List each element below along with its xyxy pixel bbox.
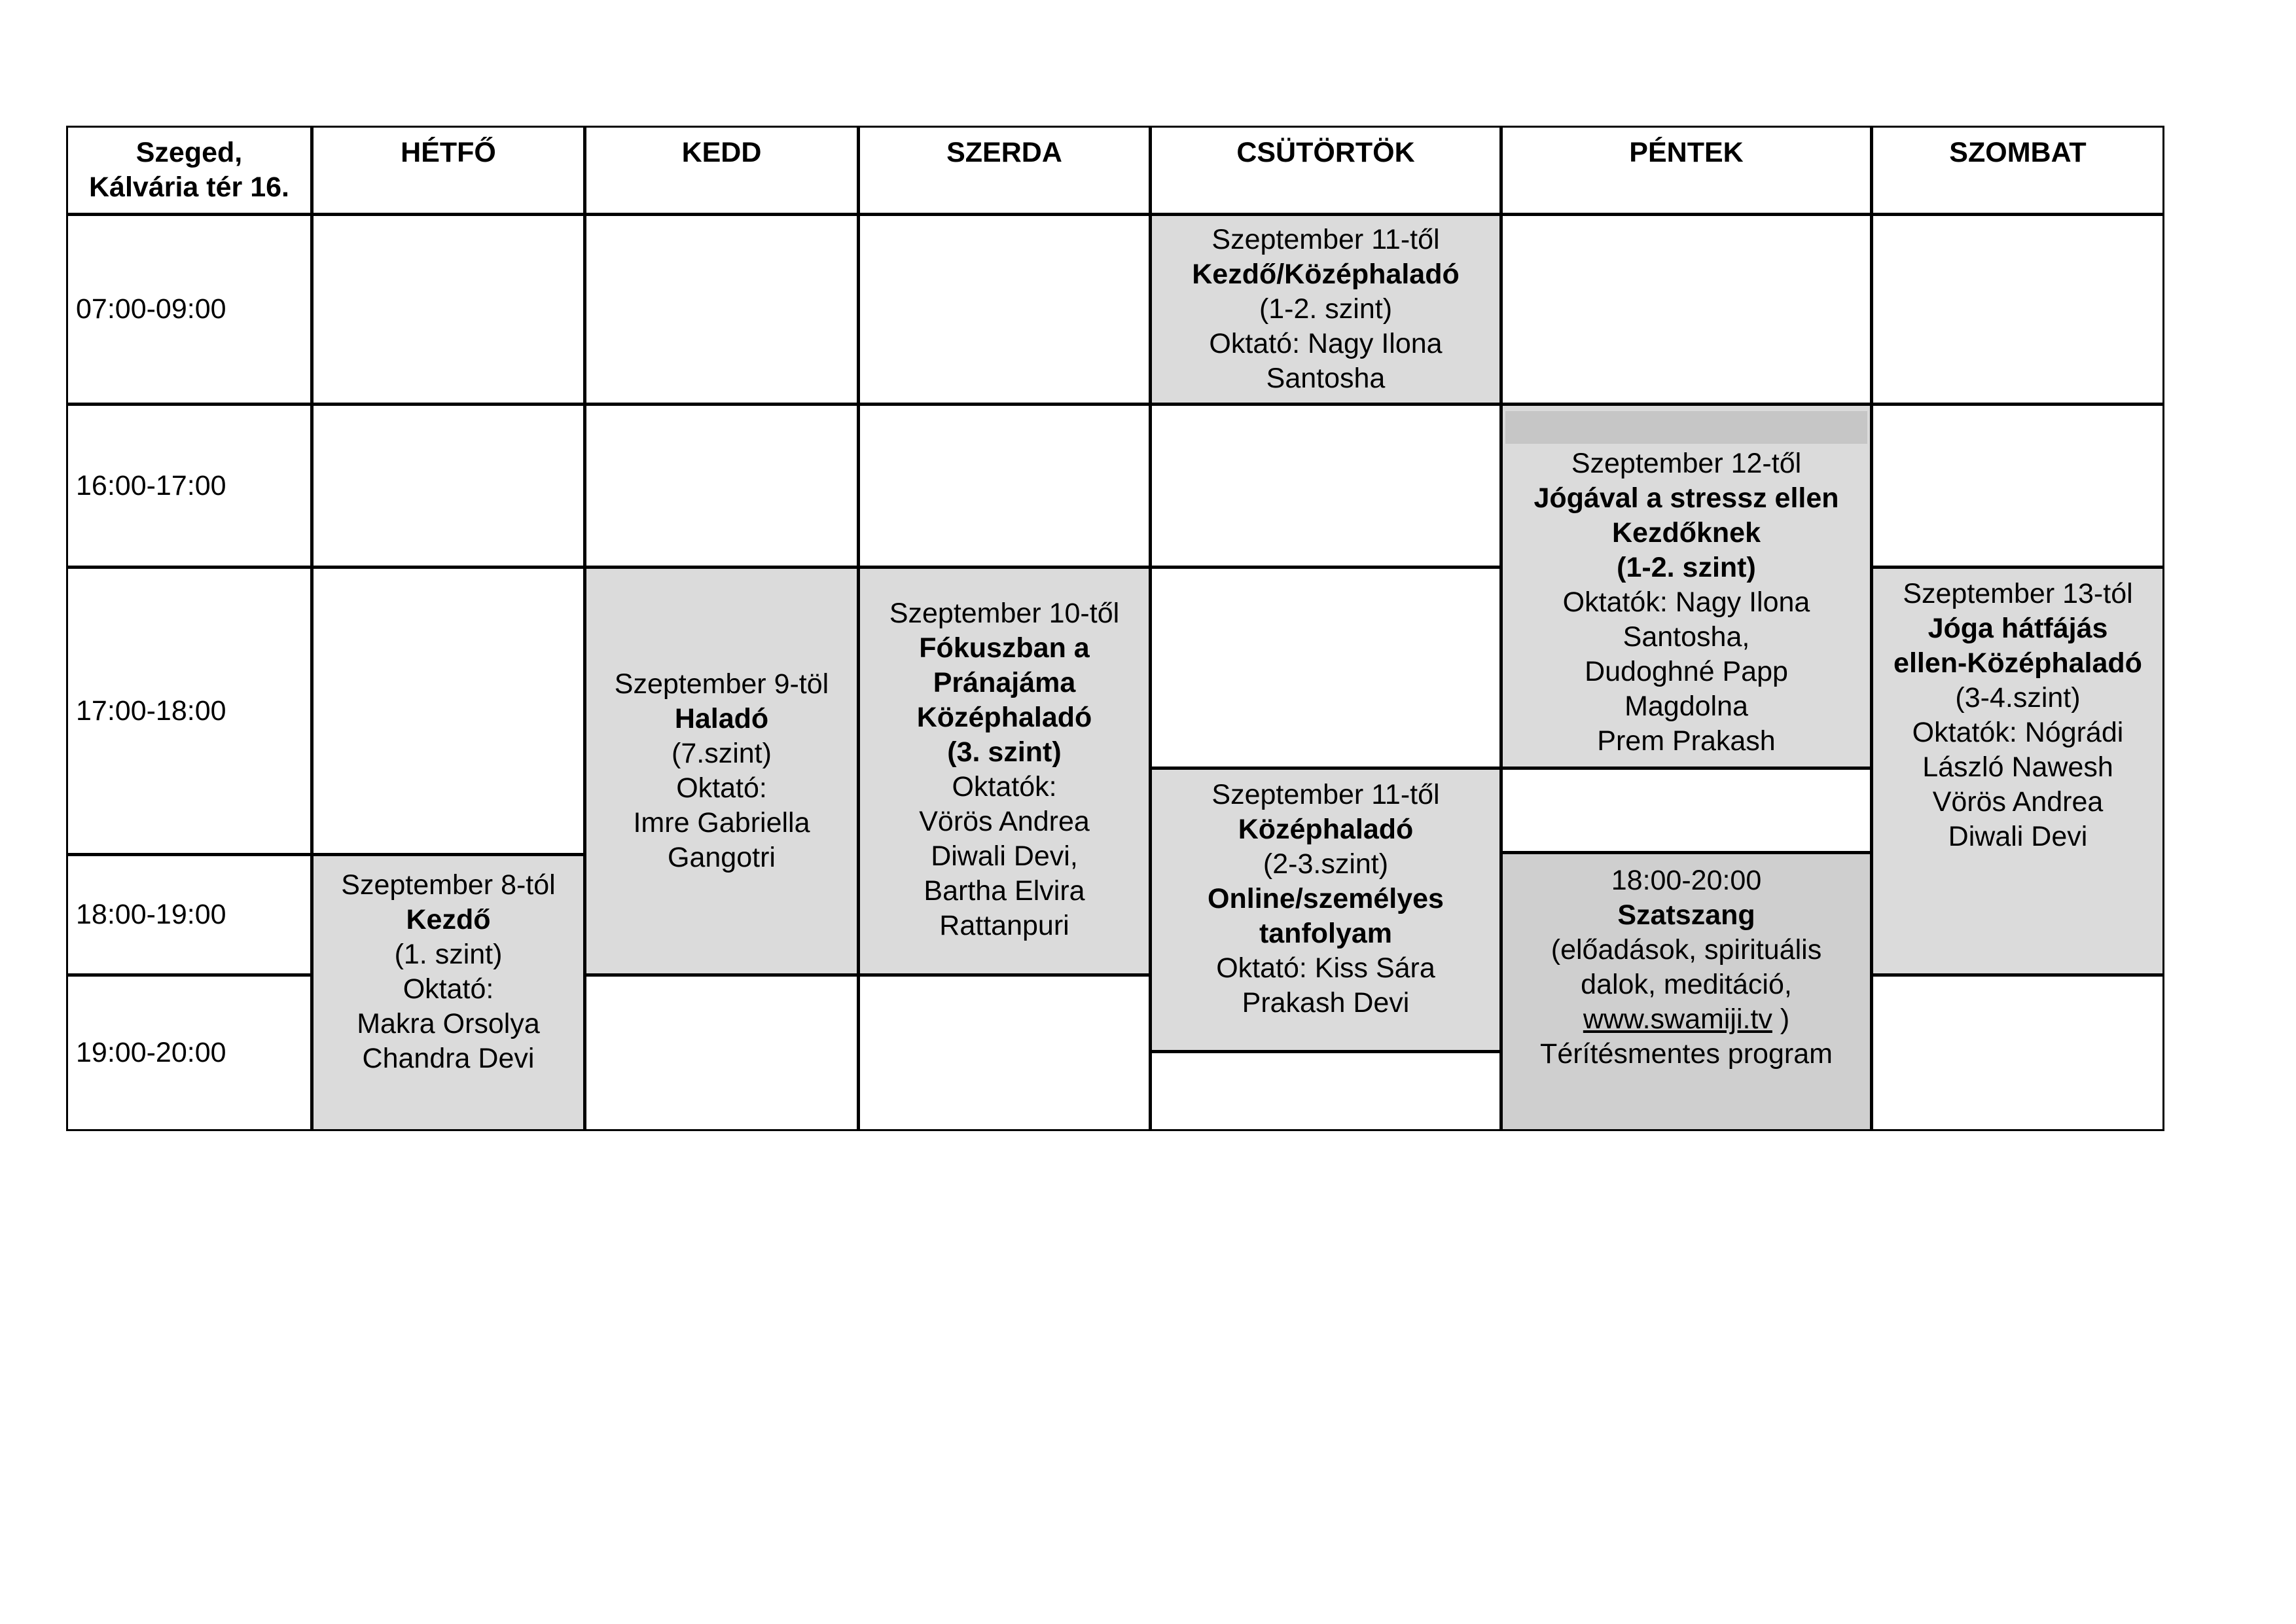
- class-level: (3. szint): [947, 736, 1062, 768]
- time-slot: [66, 854, 312, 975]
- empty-cell: [1150, 404, 1501, 568]
- location-line1: Szeged,: [135, 137, 243, 168]
- class-title: Fókuszban a: [919, 632, 1090, 664]
- empty-cell: [1871, 975, 2164, 1131]
- class-format: Online/személyes: [1208, 883, 1444, 914]
- class-start-date: Szeptember 8-tól: [341, 869, 556, 901]
- day-label: SZERDA: [946, 137, 1062, 168]
- class-teacher: Prem Prakash: [1597, 725, 1776, 757]
- day-header-monday: [312, 126, 585, 215]
- empty-cell: [858, 404, 1151, 568]
- class-level: (1. szint): [394, 939, 503, 970]
- day-label: PÉNTEK: [1629, 137, 1744, 168]
- day-label: HÉTFŐ: [401, 137, 496, 168]
- class-teacher: Oktató:: [403, 973, 494, 1005]
- class-title: Haladó: [674, 703, 769, 734]
- class-level: (7.szint): [672, 738, 772, 769]
- empty-cell: [584, 975, 859, 1131]
- class-level: (1-2. szint): [1259, 293, 1393, 325]
- class-teacher: Vörös Andrea: [919, 806, 1090, 837]
- time-label: 16:00-17:00: [76, 469, 226, 501]
- time-slot: [66, 975, 312, 1131]
- class-teacher: Diwali Devi: [1948, 821, 2088, 852]
- empty-cell: [1871, 404, 2164, 568]
- class-thursday-morning: [1150, 214, 1501, 405]
- class-format: tanfolyam: [1259, 918, 1393, 949]
- header-shade-strip: [1505, 411, 1867, 444]
- class-teacher: Diwali Devi,: [931, 840, 1078, 872]
- class-start-date: Szeptember 9-töl: [614, 668, 829, 700]
- empty-cell: [584, 404, 859, 568]
- class-teacher: Oktató:: [676, 772, 767, 804]
- class-teacher: Oktatók: Nógrádi: [1912, 717, 2124, 748]
- class-tuesday: [584, 567, 859, 975]
- empty-cell: [312, 567, 585, 855]
- class-start-date: Szeptember 11-től: [1211, 779, 1440, 810]
- class-teacher: Oktatók:: [952, 771, 1057, 803]
- class-start-date: Szeptember 10-től: [889, 598, 1120, 629]
- class-teacher: Imre Gabriella: [633, 807, 810, 839]
- event-time: 18:00-20:00: [1611, 865, 1762, 896]
- day-label: CSÜTÖRTÖK: [1236, 137, 1415, 168]
- class-title: Középhaladó: [1238, 814, 1414, 845]
- class-wednesday: [858, 567, 1151, 975]
- class-thursday-evening: [1150, 768, 1501, 1052]
- time-label: 18:00-19:00: [76, 899, 226, 930]
- empty-cell: [1871, 214, 2164, 405]
- empty-cell: [1501, 214, 1872, 405]
- class-title: Kezdőknek: [1611, 517, 1761, 549]
- class-teacher: Oktató: Nagy Ilona: [1209, 328, 1443, 359]
- class-saturday: [1871, 567, 2164, 975]
- event-title: Szatszang: [1617, 899, 1755, 931]
- class-friday-afternoon: [1501, 404, 1872, 768]
- empty-cell: [584, 214, 859, 405]
- time-label: 07:00-09:00: [76, 293, 226, 325]
- class-teacher: Bartha Elvira: [924, 875, 1085, 907]
- class-start-date: Szeptember 11-től: [1211, 224, 1440, 255]
- class-teacher: Rattanpuri: [939, 910, 1069, 941]
- class-level: (3-4.szint): [1955, 682, 2081, 713]
- class-teacher: Prakash Devi: [1242, 987, 1410, 1019]
- class-teacher: Magdolna: [1624, 691, 1748, 722]
- event-description: dalok, meditáció,: [1581, 969, 1792, 1000]
- class-teacher: Oktató: Kiss Sára: [1216, 952, 1435, 984]
- empty-cell: [858, 214, 1151, 405]
- class-level: (2-3.szint): [1263, 848, 1389, 880]
- day-header-friday: [1501, 126, 1872, 215]
- class-title: Pránajáma: [933, 667, 1076, 698]
- class-teacher: László Nawesh: [1922, 751, 2113, 783]
- time-label: 19:00-20:00: [76, 1037, 226, 1068]
- class-title: Középhaladó: [916, 702, 1092, 733]
- link-suffix: ): [1772, 1003, 1790, 1035]
- day-label: KEDD: [681, 137, 762, 168]
- class-teacher: Dudoghné Papp: [1585, 656, 1788, 687]
- day-header-tuesday: [584, 126, 859, 215]
- location-header: [66, 126, 312, 215]
- class-teacher: Makra Orsolya: [357, 1008, 540, 1039]
- time-slot: [66, 567, 312, 855]
- class-teacher: Santosha: [1266, 363, 1386, 394]
- empty-cell: [1501, 768, 1872, 853]
- class-title: Jógával a stressz ellen: [1534, 482, 1839, 514]
- empty-cell: [1150, 567, 1501, 768]
- class-title: Kezdő/Középhaladó: [1192, 259, 1460, 290]
- class-teacher: Gangotri: [668, 842, 776, 873]
- class-start-date: Szeptember 12-től: [1571, 448, 1802, 479]
- empty-cell: [312, 404, 585, 568]
- class-level: (1-2. szint): [1617, 552, 1756, 583]
- empty-cell: [1150, 1051, 1501, 1131]
- class-friday-satsang: [1501, 852, 1872, 1131]
- class-title: ellen-Középhaladó: [1893, 647, 2142, 679]
- event-description: (előadások, spirituális: [1551, 934, 1822, 965]
- class-start-date: Szeptember 13-tól: [1903, 578, 2133, 609]
- class-teacher: Chandra Devi: [362, 1043, 535, 1074]
- day-header-saturday: [1871, 126, 2164, 215]
- day-header-thursday: [1150, 126, 1501, 215]
- class-teacher: Santosha,: [1623, 621, 1750, 653]
- time-slot: [66, 214, 312, 405]
- event-link-line: [1583, 1002, 1789, 1037]
- class-monday: [312, 854, 585, 1131]
- event-free-note: Térítésmentes program: [1540, 1038, 1833, 1070]
- day-label: SZOMBAT: [1949, 137, 2087, 168]
- location-line2: Kálvária tér 16.: [89, 171, 289, 203]
- day-header-wednesday: [858, 126, 1151, 215]
- empty-cell: [858, 975, 1151, 1131]
- time-slot: [66, 404, 312, 568]
- empty-cell: [312, 214, 585, 405]
- class-teacher: Oktatók: Nagy Ilona: [1562, 586, 1810, 618]
- class-title: Kezdő: [406, 904, 491, 935]
- class-title: Jóga hátfájás: [1928, 613, 2108, 644]
- swamiji-link[interactable]: www.swamiji.tv: [1583, 1003, 1772, 1035]
- class-teacher: Vörös Andrea: [1932, 786, 2104, 818]
- time-label: 17:00-18:00: [76, 695, 226, 727]
